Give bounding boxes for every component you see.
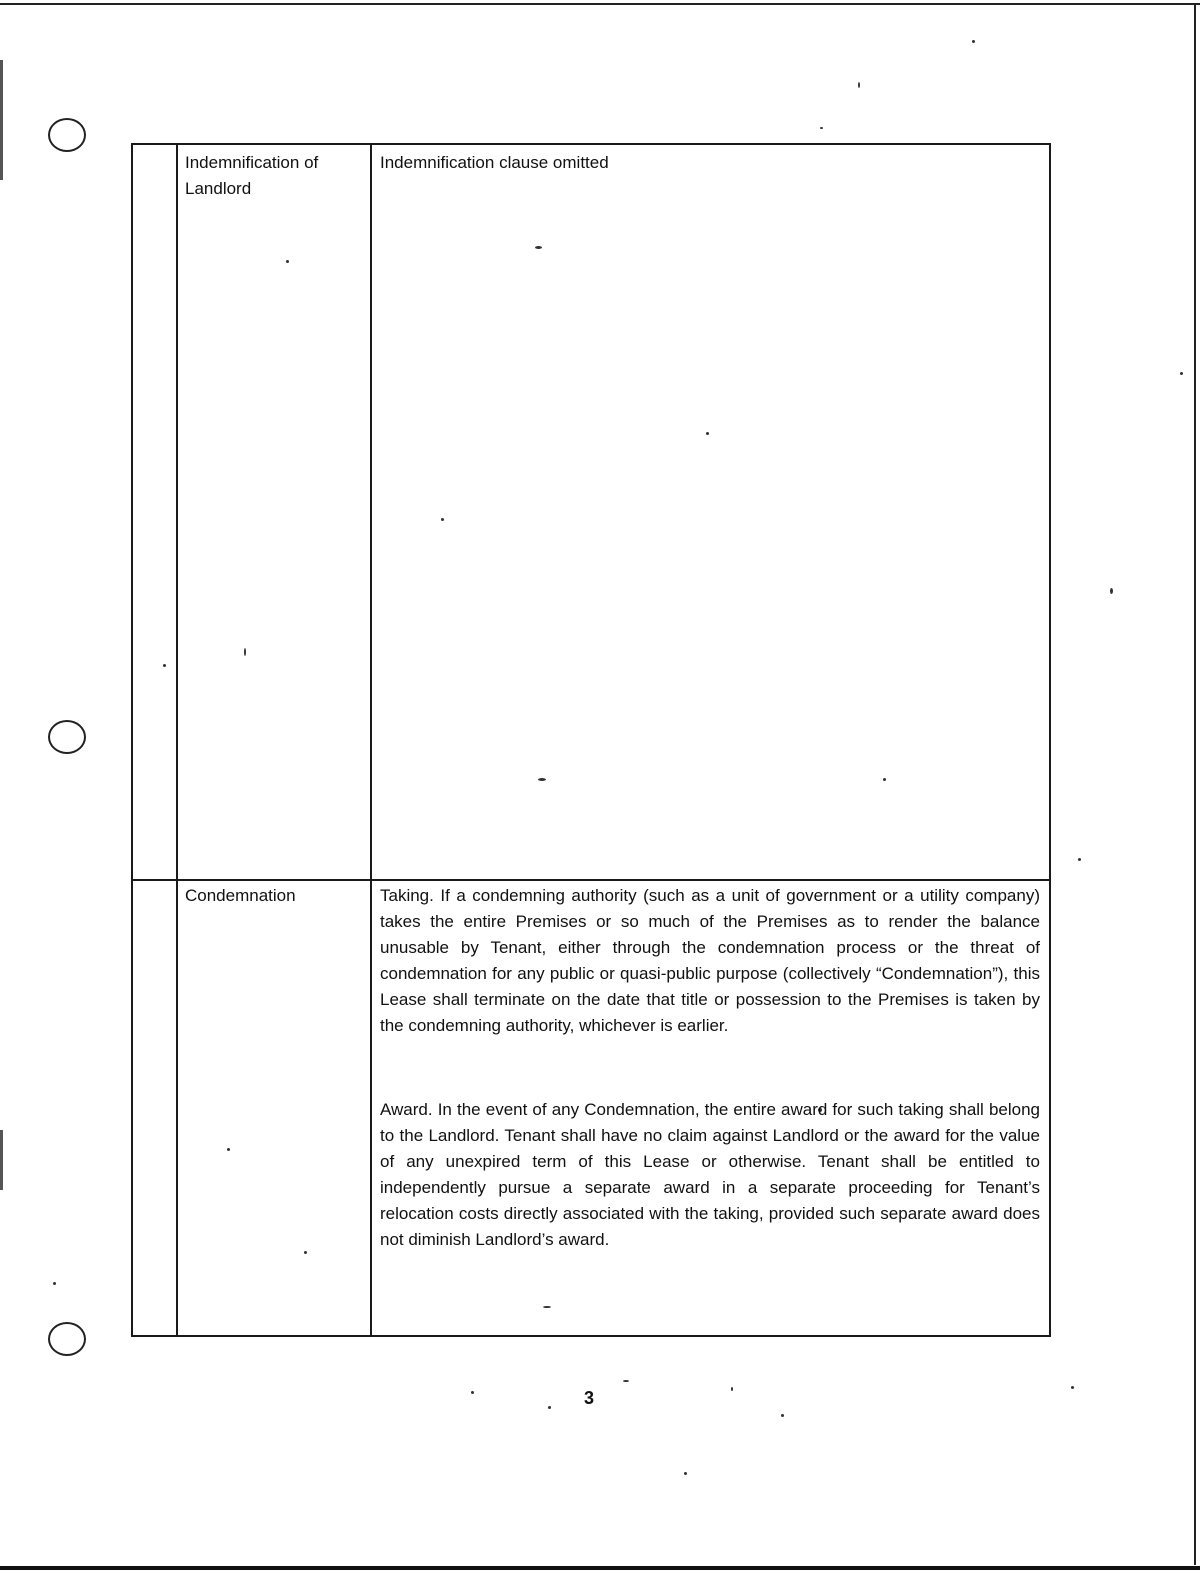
- scan-speck: [548, 1406, 551, 1409]
- row-label-condemnation: Condemnation: [185, 886, 296, 905]
- punch-hole: [48, 1322, 86, 1356]
- scan-speck: [1110, 588, 1113, 594]
- lease-table: [131, 143, 1051, 1337]
- table-row-divider: [133, 879, 1049, 881]
- scan-speck: [623, 1380, 629, 1382]
- scan-speck: [1071, 1386, 1074, 1389]
- scan-edge-right: [1194, 3, 1196, 1565]
- scan-speck: [1180, 372, 1183, 375]
- clause-paragraph: Indemnification clause omitted: [380, 153, 609, 172]
- scan-speck: [781, 1414, 784, 1417]
- table-column-divider: [176, 145, 178, 1335]
- clause-paragraph-award: Award. In the event of any Condemnation, the entire award for such taking shall belong to the Landlord. Tenant shall have no claim against Landlord or the award for the value of any unexpired term of this Lease or otherwise. Tenant shall be entitled to independently pursue a separate award in a separate proceeding for Tenant’s relocation costs directly associated with the taking, provided such separate award does not diminish Landlord’s award.: [380, 1100, 1040, 1249]
- table-column-divider: [370, 145, 372, 1335]
- page-number: 3: [584, 1388, 595, 1408]
- scan-speck: [471, 1391, 474, 1394]
- clause-paragraph-taking: Taking. If a condemning authority (such as a unit of government or a utility company) takes the entire Premises or so much of the Premises as to render the balance unusable by Tenant, either through the condemnation process or the threat of condemnation for any public or quasi-public purpose (collectively “Condemnation”), this Lease shall terminate on the date that title or possession to the Premises is taken by the condemning authority, whichever is earlier.: [380, 886, 1040, 1035]
- row-content-indemnification: [380, 150, 1040, 176]
- scan-speck: [53, 1282, 56, 1285]
- scan-edge-left-mark: [0, 60, 3, 180]
- scan-speck: [972, 40, 975, 43]
- scan-speck: [731, 1387, 733, 1391]
- scan-edge-top: [0, 3, 1200, 5]
- row-label-indemnification: Indemnification of Landlord: [185, 153, 319, 198]
- row-content-condemnation: [380, 883, 1040, 1253]
- scan-edge-bottom: [0, 1566, 1200, 1570]
- scan-edge-left-mark: [0, 1130, 3, 1190]
- scan-speck: [820, 127, 823, 129]
- punch-hole: [48, 720, 86, 754]
- scan-speck: [1078, 858, 1081, 861]
- scan-speck: [684, 1472, 687, 1475]
- scan-speck: [858, 82, 860, 88]
- punch-hole: [48, 118, 86, 152]
